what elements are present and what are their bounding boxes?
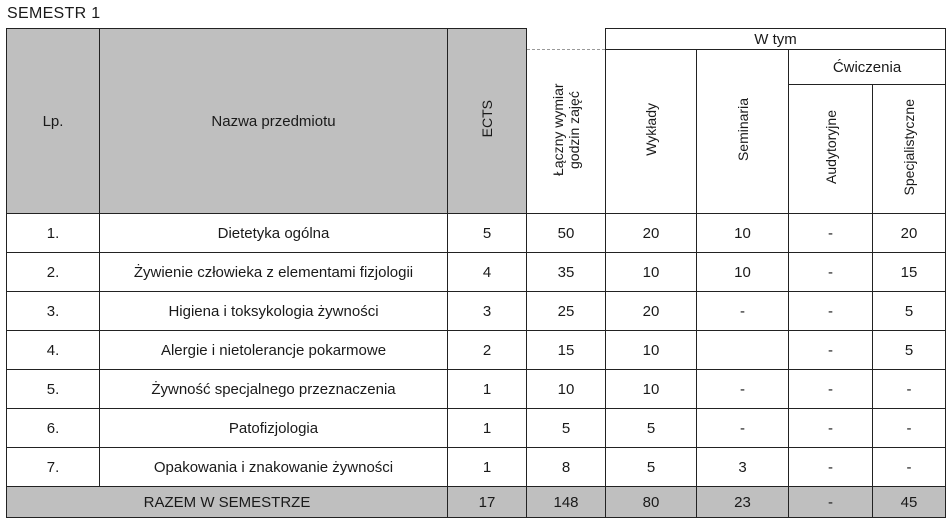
totals-specjalistyczne: 45 [873, 487, 946, 518]
header-specjalistyczne-label: Specjalistyczne [901, 98, 917, 196]
row-wyklady: 10 [606, 253, 697, 292]
row-ects: 1 [448, 448, 527, 487]
totals-label: RAZEM W SEMESTRZE [7, 487, 448, 518]
row-lp [7, 292, 100, 331]
row-total-hours: 5 [527, 409, 606, 448]
row-specjalistyczne: 20 [873, 214, 946, 253]
row-audytoryjne: - [789, 448, 873, 487]
semester-title: SEMESTR 1 [7, 5, 101, 22]
header-spacer [527, 29, 606, 50]
row-subject-name: Opakowania i znakowanie żywności [100, 448, 448, 487]
row-lp [7, 448, 100, 487]
table-row [7, 409, 946, 448]
row-specjalistyczne: - [873, 370, 946, 409]
row-specjalistyczne: 5 [873, 331, 946, 370]
row-specjalistyczne: - [873, 409, 946, 448]
row-specjalistyczne: 5 [873, 292, 946, 331]
row-seminaria: 3 [697, 448, 789, 487]
header-total-hours-label: Łączny wymiar godzin zajęć [550, 83, 582, 176]
totals-seminaria: 23 [697, 487, 789, 518]
table-row [7, 370, 946, 409]
row-lp-label: 4. [46, 341, 60, 359]
header-wyklady-label: Wykłady [643, 103, 659, 156]
row-seminaria: 10 [697, 253, 789, 292]
row-specjalistyczne: 15 [873, 253, 946, 292]
row-specjalistyczne: - [873, 448, 946, 487]
totals-ects: 17 [448, 487, 527, 518]
row-ects: 1 [448, 370, 527, 409]
header-seminaria-label: Seminaria [734, 97, 751, 162]
row-wyklady: 20 [606, 292, 697, 331]
row-seminaria: - [697, 409, 789, 448]
row-lp [7, 331, 100, 370]
row-ects: 1 [448, 409, 527, 448]
header-ects-label: ECTS [479, 100, 495, 138]
totals-row [7, 487, 946, 518]
row-lp-label: 6. [46, 419, 60, 437]
table-body [7, 214, 946, 487]
totals-audytoryjne: - [789, 487, 873, 518]
row-total-hours: 25 [527, 292, 606, 331]
row-seminaria: - [697, 370, 789, 409]
row-subject-name: Patofizjologia [100, 409, 448, 448]
row-total-hours: 50 [527, 214, 606, 253]
row-wyklady: 10 [606, 370, 697, 409]
row-audytoryjne: - [789, 409, 873, 448]
table-row [7, 214, 946, 253]
table-row [7, 448, 946, 487]
header-w-tym: W tym [606, 29, 946, 50]
curriculum-table [6, 28, 946, 518]
totals-wyklady: 80 [606, 487, 697, 518]
header-audytoryjne-label: Audytoryjne [822, 110, 839, 184]
row-total-hours: 35 [527, 253, 606, 292]
table-row [7, 253, 946, 292]
row-audytoryjne: - [789, 214, 873, 253]
row-subject-name: Dietetyka ogólna [100, 214, 448, 253]
row-wyklady: 5 [606, 409, 697, 448]
header-seminaria [697, 50, 789, 214]
row-lp-label: 5. [46, 380, 60, 398]
row-lp [7, 370, 100, 409]
row-subject-name: Higiena i toksykologia żywności [100, 292, 448, 331]
header-cwiczenia: Ćwiczenia [789, 50, 946, 85]
row-lp-label: 1. [46, 224, 60, 242]
row-lp [7, 214, 100, 253]
row-audytoryjne: - [789, 253, 873, 292]
row-audytoryjne: - [789, 370, 873, 409]
table-row [7, 331, 946, 370]
header-wyklady [606, 50, 697, 214]
header-ects [448, 29, 527, 214]
row-subject-name: Żywność specjalnego przeznaczenia [100, 370, 448, 409]
row-wyklady: 10 [606, 331, 697, 370]
row-lp-label: 7. [46, 458, 60, 476]
header-specjalistyczne [873, 85, 946, 214]
row-seminaria: 10 [697, 214, 789, 253]
row-total-hours: 15 [527, 331, 606, 370]
header-audytoryjne [789, 85, 873, 214]
row-audytoryjne: - [789, 292, 873, 331]
row-wyklady: 20 [606, 214, 697, 253]
row-ects: 3 [448, 292, 527, 331]
row-ects: 5 [448, 214, 527, 253]
row-lp-label: 2. [46, 263, 60, 281]
row-subject-name: Alergie i nietolerancje pokarmowe [100, 331, 448, 370]
header-lp: Lp. [7, 29, 100, 214]
row-total-hours: 10 [527, 370, 606, 409]
totals-total-hours: 148 [527, 487, 606, 518]
row-ects: 4 [448, 253, 527, 292]
table-row [7, 292, 946, 331]
row-ects: 2 [448, 331, 527, 370]
row-total-hours: 8 [527, 448, 606, 487]
row-lp [7, 253, 100, 292]
row-lp [7, 409, 100, 448]
row-subject-name: Żywienie człowieka z elementami fizjologii [100, 253, 448, 292]
row-wyklady: 5 [606, 448, 697, 487]
row-lp-label: 3. [46, 302, 60, 320]
header-total-hours [527, 50, 606, 214]
header-name: Nazwa przedmiotu [100, 29, 448, 214]
row-seminaria [697, 331, 789, 370]
row-audytoryjne: - [789, 331, 873, 370]
row-seminaria: - [697, 292, 789, 331]
